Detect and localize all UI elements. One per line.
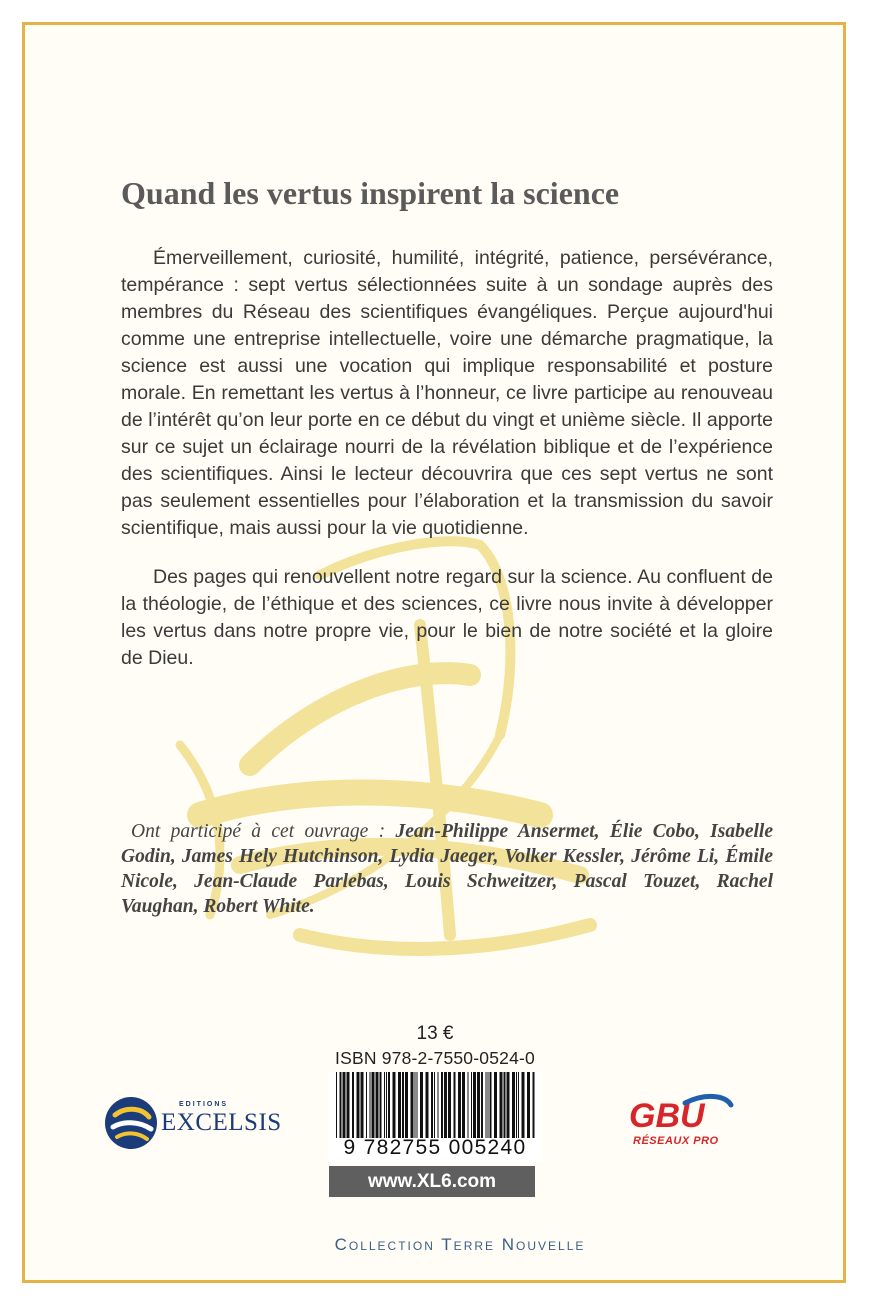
barcode-bar (522, 1072, 525, 1138)
barcode-bar (386, 1072, 387, 1138)
price: 13 € (416, 1023, 454, 1044)
barcode (328, 1072, 542, 1162)
barcode-bar (490, 1072, 492, 1138)
barcode-bar (402, 1072, 404, 1138)
barcode-bar (417, 1072, 418, 1138)
barcode-bar (376, 1072, 379, 1138)
barcode-bar (411, 1072, 414, 1138)
barcode-digits: 9 782755 005240 (343, 1136, 527, 1159)
barcode-bar (444, 1072, 447, 1138)
barcode-bar (471, 1072, 472, 1138)
barcode-bar (347, 1072, 350, 1138)
contributors-names: Jean-Philippe Ansermet, Élie Cobo, Isabelle Godin, James Hely Hutchinson, Lydia Jaeger, Volker Kessler, Jérôme Li, Émile Nicole, Jean-Claude Parlebas, Louis Schweitzer, Pascal Touzet, Rachel Vaughan, Robert White. (121, 821, 773, 917)
barcode-bar (533, 1072, 535, 1138)
barcode-bar (488, 1072, 489, 1138)
excelsis-name: EXCELSIS (161, 1109, 282, 1136)
contributors-intro: Ont participé à cet ouvrage : (131, 821, 396, 842)
barcode-bars (328, 1072, 542, 1138)
barcode-bar (431, 1072, 433, 1138)
barcode-bar (372, 1072, 375, 1138)
barcode-bar (512, 1072, 515, 1138)
barcode-bar (473, 1072, 476, 1138)
barcode-bar (516, 1072, 517, 1138)
barcode-bar (352, 1072, 354, 1138)
barcode-bar (361, 1072, 364, 1138)
barcode-bar (458, 1072, 461, 1138)
excelsis-logo (101, 1093, 301, 1153)
barcode-bar (494, 1072, 497, 1138)
barcode-bar (405, 1072, 408, 1138)
collection-name: Collection Terre Nouvelle (334, 1235, 586, 1254)
contributors (121, 819, 773, 919)
gbu-mark-icon (625, 1093, 735, 1135)
barcode-bar (426, 1072, 429, 1138)
barcode-bar (454, 1072, 456, 1138)
gbu-logo (625, 1093, 745, 1153)
barcode-bar (336, 1072, 337, 1138)
barcode-bar (415, 1072, 416, 1138)
barcode-bar (462, 1072, 465, 1138)
barcode-bar (500, 1072, 503, 1138)
book-back-cover (22, 22, 846, 1283)
excelsis-editions-label: EDITIONS (179, 1101, 229, 1108)
barcode-bar (504, 1072, 506, 1138)
barcode-bar (398, 1072, 401, 1138)
description (121, 245, 773, 672)
barcode-bar (486, 1072, 487, 1138)
barcode-bar (448, 1072, 451, 1138)
barcode-bar (384, 1072, 385, 1138)
barcode-bar (388, 1072, 390, 1138)
barcode-bar (340, 1072, 342, 1138)
barcode-bar (366, 1072, 367, 1138)
barcode-bar (507, 1072, 510, 1138)
barcode-bar (441, 1072, 443, 1138)
barcode-bar (518, 1072, 519, 1138)
barcode-bar (434, 1072, 435, 1138)
barcode-bar (477, 1072, 480, 1138)
barcode-bar (343, 1072, 346, 1138)
book-title: Quand les vertus inspirent la science (121, 175, 620, 211)
barcode-bar (420, 1072, 423, 1138)
excelsis-emblem-icon (101, 1093, 161, 1153)
barcode-bar (380, 1072, 382, 1138)
gbu-wordmark: GBU (629, 1097, 705, 1135)
description-paragraph-2: Des pages qui renouvellent notre regard sur la science. Au confluent de la théologie, de l’éthique et des sciences, ce livre nous invite à développer les vertus dans notre propre vie, pour le bien de notre société et la gloire de Dieu. (121, 566, 773, 669)
website-url: www.XL6.com (329, 1166, 535, 1197)
barcode-bar (481, 1072, 483, 1138)
isbn: ISBN 978-2-7550-0524-0 (335, 1048, 535, 1068)
barcode-bar (527, 1072, 530, 1138)
gbu-subtitle: RÉSEAUX PRO (633, 1135, 719, 1147)
description-paragraph-1: Émerveillement, curiosité, humilité, intégrité, patience, persévérance, tempérance : sept vertus sélectionnées suite à un sondage auprès des membres du Réseau des scientifiques évangéliques. Perçue aujourd'hui comme une entreprise intellectuelle, voire une démarche pragmatique, la science est aussi une vocation qui implique responsabilité et posture morale. En remettant les vertus à l’honneur, ce livre participe au renouveau de l’intérêt qu’on leur porte en ce début du vingt et unième siècle. Il apporte sur ce sujet un éclairage nourri de la révélation biblique et de l’expérience des scientifiques. Ainsi le lecteur découvrira que ces sept vertus ne sont pas seulement essentielles pour l’élaboration et la transmission du savoir scientifique, mais aussi pour la vie quotidienne. (121, 247, 773, 539)
barcode-bar (468, 1072, 469, 1138)
barcode-bar (370, 1072, 371, 1138)
barcode-bar (438, 1072, 439, 1138)
barcode-bar (357, 1072, 360, 1138)
barcode-bar (393, 1072, 396, 1138)
